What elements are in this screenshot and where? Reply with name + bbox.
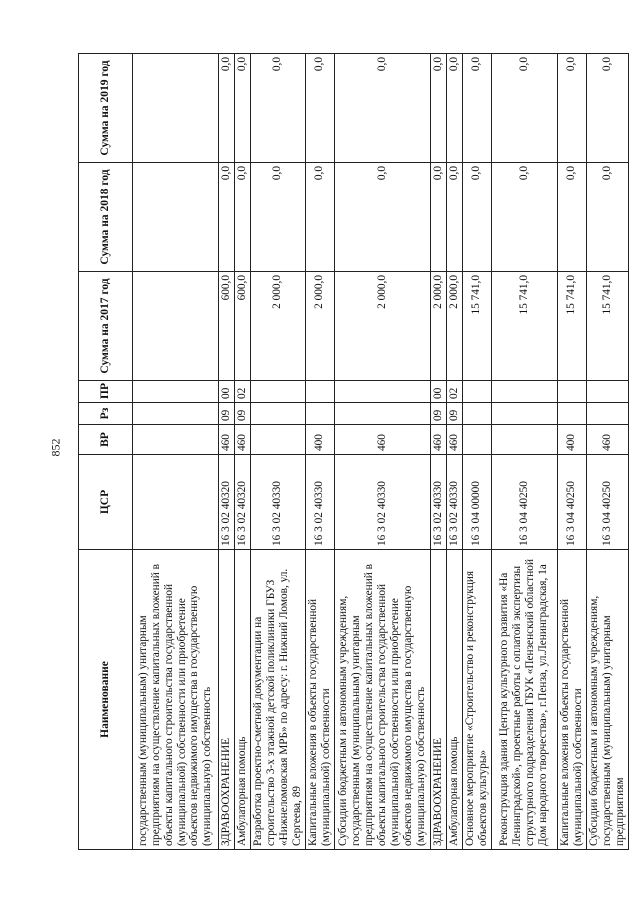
cell-csr: 16 3 02 40330 bbox=[446, 455, 462, 550]
cell-sum-2019: 0,0 bbox=[462, 54, 491, 163]
table-row bbox=[446, 54, 462, 850]
header-csr: ЦСР bbox=[79, 455, 133, 550]
cell-name: Капитальные вложения в объекты государственной (муниципальной) собственности bbox=[305, 550, 334, 850]
cell-sum-2019: 0,0 bbox=[430, 54, 446, 163]
header-sum-2018: Сумма на 2018 год bbox=[79, 163, 133, 272]
header-rz: Рз bbox=[79, 403, 133, 425]
cell-rz bbox=[133, 403, 219, 425]
table-row bbox=[430, 54, 446, 850]
cell-vr bbox=[462, 425, 491, 455]
cell-sum-2019: 0,0 bbox=[586, 54, 628, 163]
table-row bbox=[305, 54, 334, 850]
cell-pr bbox=[334, 381, 430, 403]
cell-pr bbox=[586, 381, 628, 403]
table-row bbox=[234, 54, 250, 850]
cell-name: Основное мероприятие «Строительство и реконструкция объектов культуры» bbox=[462, 550, 491, 850]
cell-name: Субсидии бюджетным и автономным учреждениям, государственным (муниципальным) унитарным предприятиям на осуществление капитальных вложений в объекты капитального строительства государственной (муниципальной) собственности или приобретение объектов недвижимого имущества в государственную (муниципальную) собственность bbox=[334, 550, 430, 850]
table-row bbox=[250, 54, 305, 850]
cell-csr: 16 3 04 40250 bbox=[586, 455, 628, 550]
cell-pr: 00 bbox=[219, 381, 235, 403]
cell-sum-2018: 0,0 bbox=[491, 163, 557, 272]
cell-pr bbox=[491, 381, 557, 403]
header-name: Наименование bbox=[79, 550, 133, 850]
cell-sum-2018: 0,0 bbox=[334, 163, 430, 272]
cell-sum-2018: 0,0 bbox=[462, 163, 491, 272]
cell-vr: 460 bbox=[334, 425, 430, 455]
cell-sum-2017: 600,0 bbox=[219, 272, 235, 381]
header-sum-2019: Сумма на 2019 год bbox=[79, 54, 133, 163]
cell-sum-2019 bbox=[133, 54, 219, 163]
table-row bbox=[586, 54, 628, 850]
cell-sum-2017: 15 741,0 bbox=[586, 272, 628, 381]
table-row bbox=[219, 54, 235, 850]
cell-rz: 09 bbox=[430, 403, 446, 425]
cell-pr: 02 bbox=[446, 381, 462, 403]
table-row bbox=[557, 54, 586, 850]
header-sum-2017: Сумма на 2017 год bbox=[79, 272, 133, 381]
table-header-row bbox=[79, 54, 133, 850]
cell-sum-2018: 0,0 bbox=[446, 163, 462, 272]
cell-rz bbox=[586, 403, 628, 425]
cell-sum-2019: 0,0 bbox=[250, 54, 305, 163]
cell-rz bbox=[462, 403, 491, 425]
cell-rz bbox=[557, 403, 586, 425]
cell-sum-2017: 2 000,0 bbox=[446, 272, 462, 381]
cell-sum-2019: 0,0 bbox=[557, 54, 586, 163]
cell-sum-2019: 0,0 bbox=[234, 54, 250, 163]
cell-name: Амбулаторная помощь bbox=[234, 550, 250, 850]
cell-vr bbox=[250, 425, 305, 455]
cell-sum-2018: 0,0 bbox=[219, 163, 235, 272]
cell-pr bbox=[305, 381, 334, 403]
table-row bbox=[334, 54, 430, 850]
cell-sum-2018: 0,0 bbox=[250, 163, 305, 272]
cell-sum-2017: 2 000,0 bbox=[334, 272, 430, 381]
cell-rz bbox=[491, 403, 557, 425]
cell-sum-2017 bbox=[133, 272, 219, 381]
cell-sum-2018: 0,0 bbox=[557, 163, 586, 272]
cell-sum-2017: 15 741,0 bbox=[491, 272, 557, 381]
cell-sum-2019: 0,0 bbox=[305, 54, 334, 163]
cell-pr bbox=[462, 381, 491, 403]
cell-sum-2017: 600,0 bbox=[234, 272, 250, 381]
cell-sum-2017: 2 000,0 bbox=[250, 272, 305, 381]
cell-csr: 16 3 04 40250 bbox=[557, 455, 586, 550]
cell-csr: 16 3 02 40330 bbox=[334, 455, 430, 550]
cell-vr bbox=[491, 425, 557, 455]
cell-sum-2018: 0,0 bbox=[430, 163, 446, 272]
cell-sum-2019: 0,0 bbox=[334, 54, 430, 163]
cell-csr: 16 3 02 40320 bbox=[234, 455, 250, 550]
cell-rz: 09 bbox=[446, 403, 462, 425]
cell-sum-2018: 0,0 bbox=[234, 163, 250, 272]
cell-sum-2018: 0,0 bbox=[586, 163, 628, 272]
cell-sum-2019: 0,0 bbox=[491, 54, 557, 163]
budget-table bbox=[78, 53, 629, 850]
table-row bbox=[133, 54, 219, 850]
cell-vr: 460 bbox=[430, 425, 446, 455]
cell-csr: 16 3 02 40320 bbox=[219, 455, 235, 550]
cell-name: Реконструкция здания Центра культурного развития «На Ленинградской», проектные работы с оплатой экспертизы структурного подразделения ГБУК «Пензенский областной Дом народного творчества», г.Пенза, ул.Ленинградская, 1а bbox=[491, 550, 557, 850]
cell-csr: 16 3 02 40330 bbox=[430, 455, 446, 550]
header-pr: ПР bbox=[79, 381, 133, 403]
cell-pr: 02 bbox=[234, 381, 250, 403]
table-row bbox=[462, 54, 491, 850]
cell-csr: 16 3 02 40330 bbox=[305, 455, 334, 550]
cell-name: Разработка проектно-сметной документации на строительство 3-х этажной детской поликлиники ГБУЗ «Нижнеломовская МРБ» по адресу: г. Нижний Ломов, ул. Сергеева, 89 bbox=[250, 550, 305, 850]
cell-rz bbox=[305, 403, 334, 425]
cell-pr bbox=[557, 381, 586, 403]
cell-rz: 09 bbox=[234, 403, 250, 425]
header-vr: ВР bbox=[79, 425, 133, 455]
cell-vr: 400 bbox=[557, 425, 586, 455]
cell-sum-2017: 15 741,0 bbox=[557, 272, 586, 381]
cell-sum-2017: 15 741,0 bbox=[462, 272, 491, 381]
cell-sum-2018: 0,0 bbox=[305, 163, 334, 272]
cell-rz: 09 bbox=[219, 403, 235, 425]
cell-vr: 460 bbox=[586, 425, 628, 455]
cell-sum-2019: 0,0 bbox=[219, 54, 235, 163]
cell-pr bbox=[133, 381, 219, 403]
cell-csr: 16 3 04 40250 bbox=[491, 455, 557, 550]
cell-sum-2018 bbox=[133, 163, 219, 272]
cell-name: Субсидии бюджетным и автономным учреждениям, государственным (муниципальным) унитарным предприятиям bbox=[586, 550, 628, 850]
cell-vr: 460 bbox=[446, 425, 462, 455]
cell-csr: 16 3 04 00000 bbox=[462, 455, 491, 550]
table-rotated-wrapper bbox=[78, 54, 626, 850]
cell-name: Капитальные вложения в объекты государственной (муниципальной) собственности bbox=[557, 550, 586, 850]
cell-vr bbox=[133, 425, 219, 455]
cell-csr: 16 3 02 40330 bbox=[250, 455, 305, 550]
cell-sum-2019: 0,0 bbox=[446, 54, 462, 163]
cell-pr bbox=[250, 381, 305, 403]
cell-vr: 460 bbox=[234, 425, 250, 455]
cell-vr: 400 bbox=[305, 425, 334, 455]
cell-vr: 460 bbox=[219, 425, 235, 455]
cell-rz bbox=[250, 403, 305, 425]
cell-name: ЗДРАВООХРАНЕНИЕ bbox=[430, 550, 446, 850]
cell-sum-2017: 2 000,0 bbox=[430, 272, 446, 381]
cell-name: ЗДРАВООХРАНЕНИЕ bbox=[219, 550, 235, 850]
cell-pr: 00 bbox=[430, 381, 446, 403]
cell-name: Амбулаторная помощь bbox=[446, 550, 462, 850]
cell-rz bbox=[334, 403, 430, 425]
cell-csr bbox=[133, 455, 219, 550]
table-row bbox=[491, 54, 557, 850]
cell-sum-2017: 2 000,0 bbox=[305, 272, 334, 381]
page-number: 852 bbox=[48, 438, 63, 457]
cell-name: государственным (муниципальным) унитарным предприятиям на осуществление капитальных вложений в объекты капитального строительства государственной (муниципальной) собственности или приобретение объектов недвижимого имущества в государственную (муниципальную) собственность bbox=[133, 550, 219, 850]
